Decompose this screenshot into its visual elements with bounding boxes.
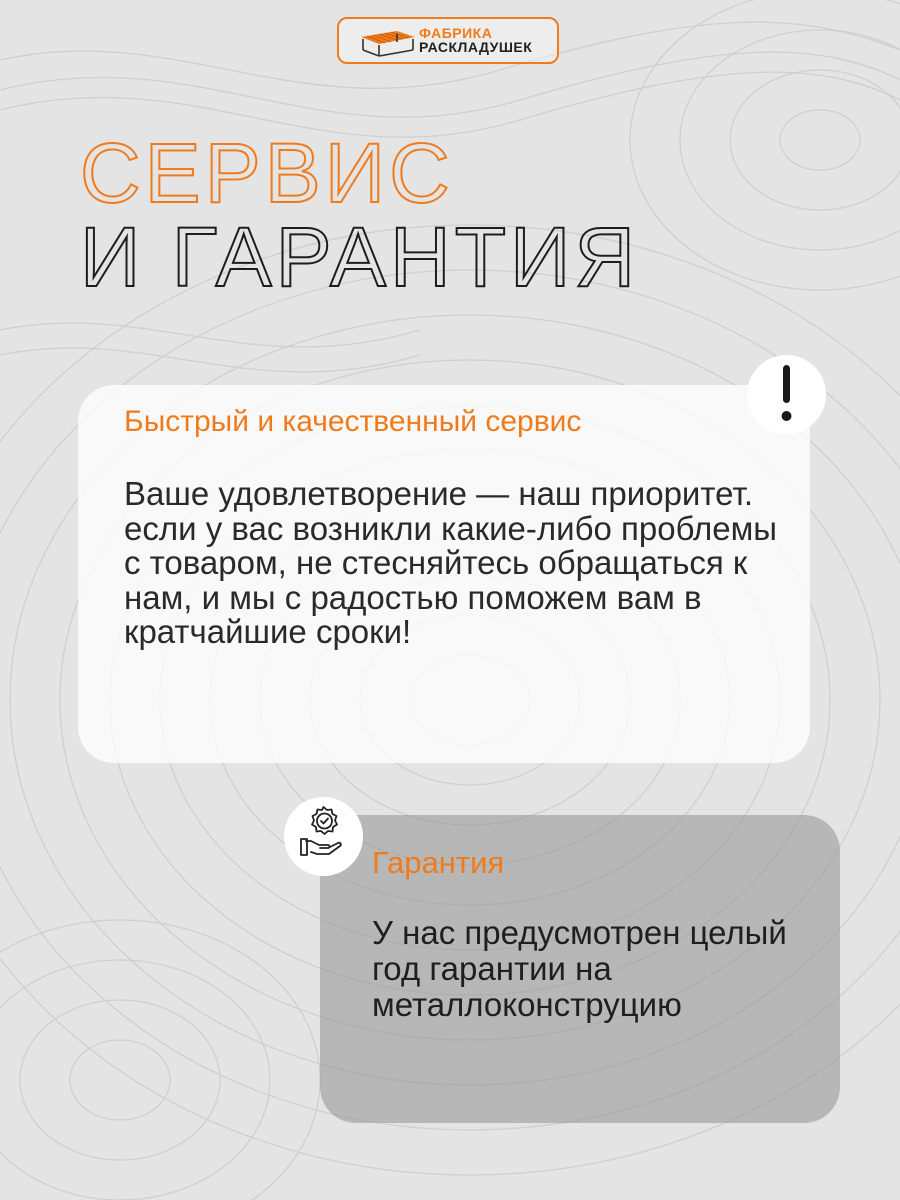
folding-bed-icon bbox=[357, 28, 419, 58]
page-title-line2: И ГАРАНТИЯ bbox=[80, 210, 640, 304]
service-card bbox=[78, 385, 810, 763]
brand-logo bbox=[337, 17, 559, 64]
hand-badge-icon bbox=[284, 797, 363, 876]
service-card-title: Быстрый и качественный сервис bbox=[124, 405, 582, 438]
service-card-text: Ваше удовлетворение — наш приоритет. если у вас возникли какие-либо проблемы с товаром, не стесняйтесь обращаться к нам, и мы с радостью поможем вам в кратчайшие сроки! bbox=[124, 475, 778, 650]
exclamation-icon bbox=[747, 355, 826, 434]
brand-name-line2: РАСКЛАДУШЕК bbox=[419, 39, 533, 55]
page-title-line1: СЕРВИС bbox=[80, 126, 454, 220]
warranty-card bbox=[320, 815, 840, 1123]
warranty-card-title: Гарантия bbox=[372, 845, 505, 880]
warranty-card-text: У нас предусмотрен целый год гарантии на металлоконструцию bbox=[372, 914, 787, 1023]
brand-name-line1: ФАБРИКА bbox=[419, 25, 493, 41]
